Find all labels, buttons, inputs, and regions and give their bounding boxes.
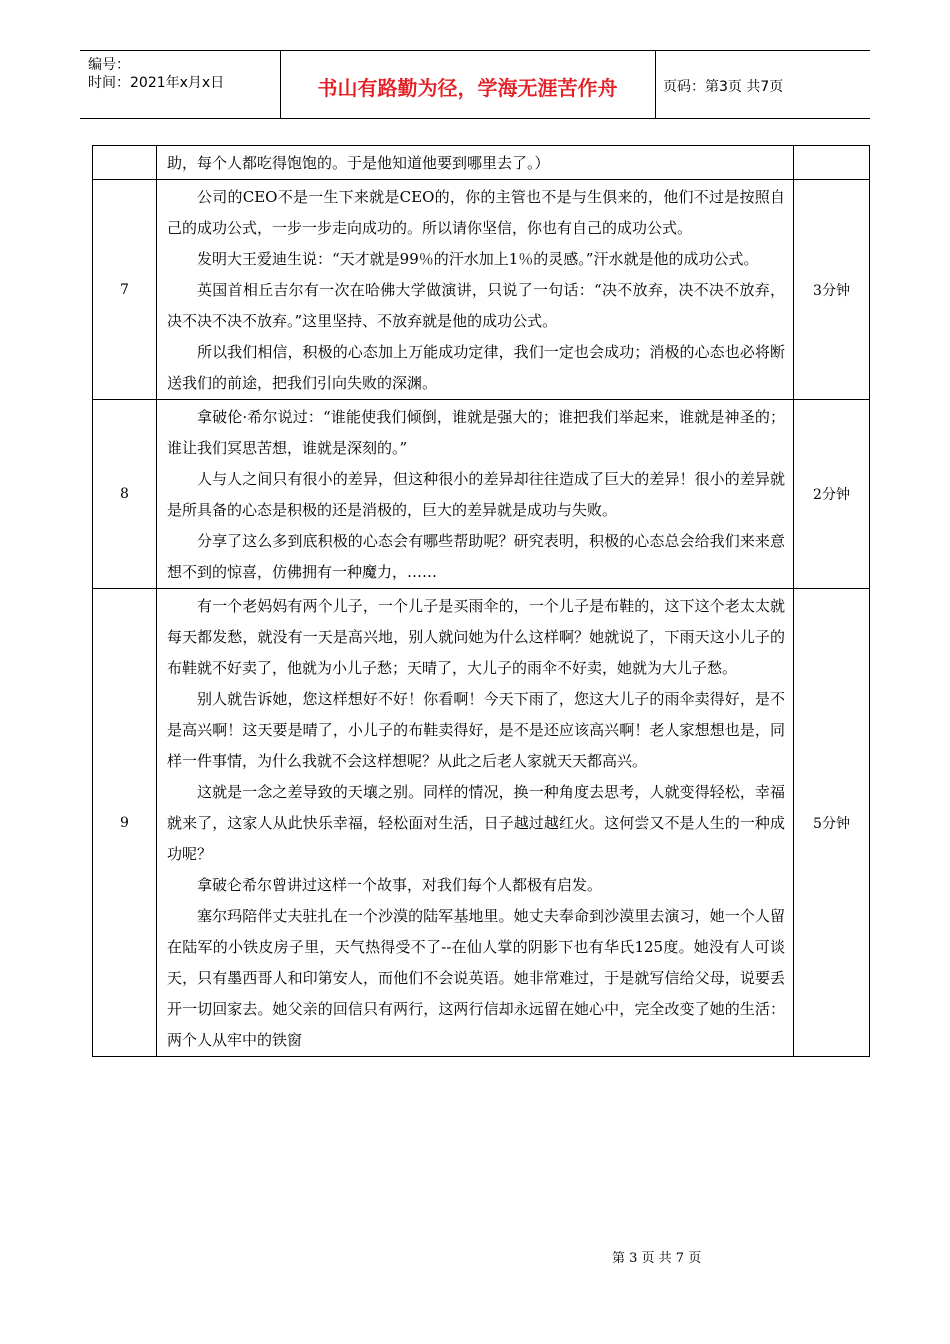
paragraph: 助，每个人都吃得饱饱的。于是他知道他要到哪里去了。） <box>167 154 550 172</box>
page-footer: 第 3 页 共 7 页 <box>612 1251 702 1266</box>
row-content <box>157 180 794 400</box>
paragraph: 这就是一念之差导致的天壤之别。同样的情况，换一种角度去思考，人就变得轻松，幸福就来了，这家人从此快乐幸福，轻松面对生活，日子越过越红火。这何尝又不是人生的一种成功呢？ <box>167 783 785 863</box>
motto: 书山有路勤为径，学海无涯苦作舟 <box>317 76 618 100</box>
content-table <box>92 145 870 1057</box>
header-bottom-rule <box>80 118 870 119</box>
paragraph: 别人就告诉她，您这样想好不好！你看啊！今天下雨了，您这大儿子的雨伞卖得好，是不是高兴啊！这天要是晴了，小儿子的布鞋卖得好，是不是还应该高兴啊！老人家想想也是，同样一件事情，为什么我就不会这样想呢？从此之后老人家就天天都高兴。 <box>167 690 785 770</box>
paragraph: 公司的CEO不是一生下来就是CEO的，你的主管也不是与生俱来的，他们不过是按照自己的成功公式，一步一步走向成功的。所以请你坚信，你也有自己的成功公式。 <box>167 188 785 237</box>
row-content <box>157 400 794 589</box>
row-content <box>157 589 794 1057</box>
header-meta <box>88 56 224 92</box>
row-duration: 3分钟 <box>794 180 870 400</box>
paragraph: 拿破仑希尔曾讲过这样一个故事，对我们每个人都极有启发。 <box>197 876 603 894</box>
date-line: 时间：2021年x月x日 <box>88 75 225 91</box>
table-row <box>93 400 870 589</box>
row-content <box>157 146 794 180</box>
paragraph: 拿破伦·希尔说过：“谁能使我们倾倒，谁就是强大的；谁把我们举起来，谁就是神圣的；谁让我们冥思苦想，谁就是深刻的。” <box>167 408 785 457</box>
paragraph: 有一个老妈妈有两个儿子，一个儿子是买雨伞的，一个儿子是布鞋的，这下这个老太太就每天都发愁，就没有一天是高兴地，别人就问她为什么这样啊？她就说了，下雨天这小儿子的布鞋就不好卖了，他就为小儿子愁；天晴了，大儿子的雨伞不好卖，她就为大儿子愁。 <box>167 597 785 677</box>
paragraph: 人与人之间只有很小的差异，但这种很小的差异却往往造成了巨大的差异！很小的差异就是所具备的心态是积极的还是消极的，巨大的差异就是成功与失败。 <box>167 470 785 519</box>
paragraph: 所以我们相信，积极的心态加上万能成功定律，我们一定也会成功；消极的心态也必将断送我们的前途，把我们引向失败的深渊。 <box>167 343 785 392</box>
paragraph: 分享了这么多到底积极的心态会有哪些帮助呢？研究表明，积极的心态总会给我们来来意想不到的惊喜，仿佛拥有一种魔力，…… <box>167 532 785 581</box>
table-row <box>93 146 870 180</box>
table-row <box>93 589 870 1057</box>
paragraph: 发明大王爱迪生说：“天才就是99％的汗水加上1％的灵感。”汗水就是他的成功公式。 <box>197 250 759 268</box>
table-row <box>93 180 870 400</box>
page-info: 页码：第3页 共7页 <box>663 79 784 95</box>
paragraph: 塞尔玛陪伴丈夫驻扎在一个沙漠的陆军基地里。她丈夫奉命到沙漠里去演习，她一个人留在陆军的小铁皮房子里，天气热得受不了--在仙人掌的阴影下也有华氏125度。她没有人可谈天，只有墨西哥人和印第安人，而他们不会说英语。她非常难过，于是就写信给父母，说要丢开一切回家去。她父亲的回信只有两行，这两行信却永远留在她心中，完全改变了她的生活：两个人从牢中的铁窗 <box>167 907 785 1049</box>
row-number: 7 <box>93 180 157 400</box>
row-number <box>93 146 157 180</box>
paragraph: 英国首相丘吉尔有一次在哈佛大学做演讲，只说了一句话：“决不放弃，决不决不放弃，决不决不决不放弃。”这里坚持、不放弃就是他的成功公式。 <box>167 281 785 330</box>
serial-label: 编号： <box>88 57 130 73</box>
header-top-rule <box>80 50 870 51</box>
row-number: 8 <box>93 400 157 589</box>
row-duration: 5分钟 <box>794 589 870 1057</box>
page-header <box>80 50 870 120</box>
row-number: 9 <box>93 589 157 1057</box>
content-table-body <box>93 146 870 1057</box>
row-duration <box>794 146 870 180</box>
header-divider <box>655 50 656 119</box>
row-duration: 2分钟 <box>794 400 870 589</box>
